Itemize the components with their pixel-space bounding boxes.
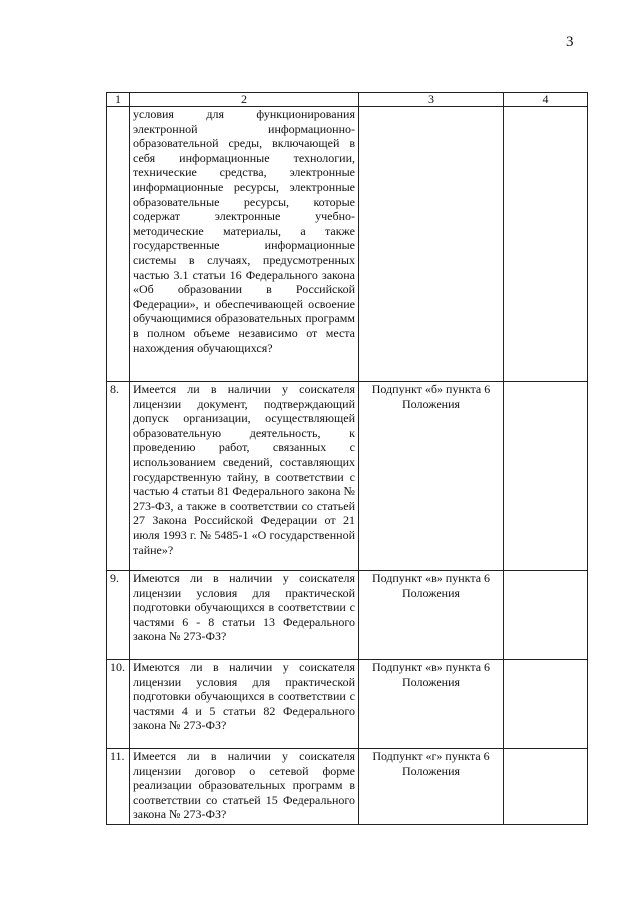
row-reference: Подпункт «в» пункта 6 Положения [359, 660, 504, 749]
row-number: 8. [107, 382, 130, 571]
row-number: 9. [107, 571, 130, 660]
row-note [504, 571, 588, 660]
header-col-1: 1 [107, 93, 130, 107]
row-number: 11. [107, 749, 130, 825]
table-row [107, 382, 588, 571]
row-reference: Подпункт «в» пункта 6 Положения [359, 571, 504, 660]
header-col-2: 2 [130, 93, 359, 107]
row-note [504, 107, 588, 382]
row-number [107, 107, 130, 382]
table-row [107, 571, 588, 660]
table-row [107, 107, 588, 382]
row-question: Имеются ли в наличии у соискателя лицензии условия для практической подготовки обучающихся в соответствии с частями 4 и 5 статьи 82 Федерального закона № 273-ФЗ? [130, 660, 359, 749]
page-number: 3 [566, 34, 574, 50]
row-note [504, 660, 588, 749]
row-question: Имеется ли в наличии у соискателя лицензии договор о сетевой форме реализации образовательных программ в соответствии со статьей 15 Федерального закона № 273-ФЗ? [130, 749, 359, 825]
row-reference: Подпункт «г» пункта 6 Положения [359, 749, 504, 825]
row-question: Имеется ли в наличии у соискателя лицензии документ, подтверждающий допуск организации, осуществляющей образовательную деятельность, к проведению работ, связанных с использованием сведений, составляющих государственную тайну, в соответствии с частью 4 статьи 81 Федерального закона № 273-ФЗ, а также в соответствии со статьей 27 Закона Российской Федерации от 21 июля 1993 г. № 5485-1 «О государственной тайне»? [130, 382, 359, 571]
row-reference: Подпункт «б» пункта 6 Положения [359, 382, 504, 571]
header-row [107, 93, 588, 107]
checklist-table [106, 92, 588, 825]
row-note [504, 382, 588, 571]
row-note [504, 749, 588, 825]
row-reference [359, 107, 504, 382]
header-col-3: 3 [359, 93, 504, 107]
row-question: Имеются ли в наличии у соискателя лицензии условия для практической подготовки обучающихся в соответствии с частями 6 - 8 статьи 13 Федерального закона № 273-ФЗ? [130, 571, 359, 660]
header-col-4: 4 [504, 93, 588, 107]
table-row [107, 749, 588, 825]
row-question: условия для функционирования электронной информационно-образовательной среды, включающей в себя информационные технологии, технические средства, электронные информационные ресурсы, электронные образовательные ресурсы, которые содержат электронные учебно-методические материалы, а также государственные информационные системы в случаях, предусмотренных частью 3.1 статьи 16 Федерального закона «Об образовании в Российской Федерации», и обеспечивающей освоение обучающимися образовательных программ в полном объеме независимо от места нахождения обучающихся? [130, 107, 359, 382]
table-row [107, 660, 588, 749]
row-number: 10. [107, 660, 130, 749]
